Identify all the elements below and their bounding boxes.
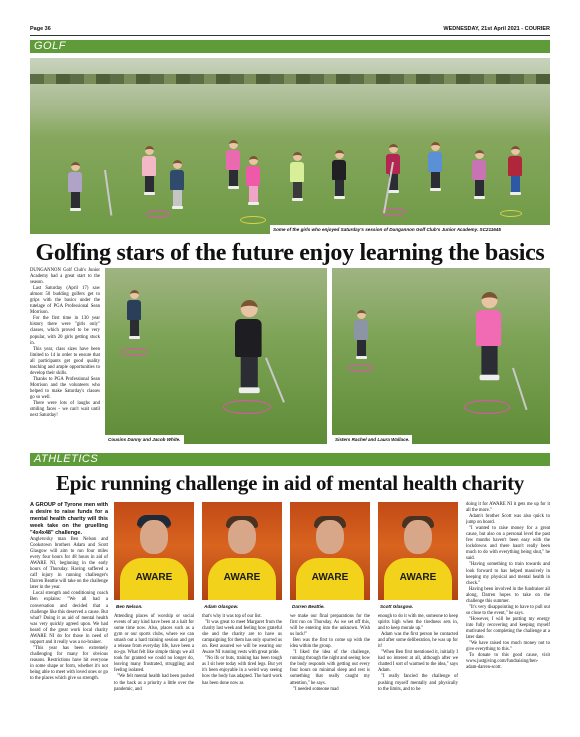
paragraph: "When Ben first mentioned it, initially I had no interest at all, although after we chatted I sort of warmed to the idea," says Adam. [378,650,458,674]
section-band-golf: GOLF [30,40,550,53]
athletics-column-2 [114,614,194,693]
golf-group-photo [30,58,550,234]
paragraph: doing it for AWARE NI it gets me up for it all the more." [466,502,550,514]
paragraph: "I needed someone mad [293,686,339,692]
child-figure [226,140,240,189]
golf-club [265,358,284,403]
child-figure [170,160,184,209]
paragraph: "No ifs or buts, training has been tough as I sit here today with tired legs. But yet it's been enjoyable in a weird way seeing how the body has adapted. The hard work has been done now as [202,656,282,686]
paragraph: "However, I will be putting my energy into fully recovering and keeping myself motivated for completing the challenge at a later date. [466,616,550,641]
child-figure [290,152,304,201]
page-number: Page 36 [30,26,51,32]
photo-caption: Sisters Rachel and Laura Wallace. [332,435,412,444]
golf-photo-cousins [105,268,327,444]
golf-headline: Golfing stars of the future enjoy learning the basics [35,240,545,266]
paragraph: Attending places of worship or social events of any kind have been at a halt for some time now. Also, places such as a gym or our sports clubs, where we can smash out a hard training session and get a release from everyday life, have been a no-go. What felt like simple things we all took for granted we could no longer do, leaving many frustrated, struggling and feeling isolated. [114,614,194,674]
target-ring [464,400,510,414]
paragraph: Having been involved in the fundraiser all along, Darren hopes to take on the challenge this summer. [466,586,550,604]
paragraph: "We felt mental health had been pushed to the back as a priority a little over the pandemic, and [114,674,194,692]
child-figure [246,156,260,205]
target-ring [382,208,406,216]
athletics-column-6 [466,502,550,671]
paragraph: Last Saturday (April 17) saw almost 50 budding golfers get to grips with the basics under the tutelage of PGA Professional Sean Morrison. [30,286,100,316]
golf-photo-sisters [332,268,550,444]
child-figure [142,146,156,195]
portrait-caption: Scott Glasgow. [380,604,414,609]
athletics-column-4 [290,614,370,693]
paragraph: "We have raised too much money not to give everything to this." [466,641,550,653]
target-ring [223,400,271,414]
paragraph: To donate to this good cause, visit www.justgiving.com/fundraising/ben-adam-darren-scott. [466,653,550,671]
paragraph: "Having something to train towards and look forward to has helped massively in keeping my physical and mental health in check." [466,562,550,586]
target-ring [500,210,522,217]
photo-caption: Some of the girls who enjoyed Saturday's session of Dungannon Golf Club's Junior Academy. SC211645 [270,225,550,234]
child-figure [127,290,141,339]
photo-caption: Cousins Danny and Jacob White. [105,435,184,444]
paragraph: For the first time in 130 year history there were "girls only" classes, which proved to be very popular, with 20 girls getting stuck in. [30,316,100,346]
header-rule [30,35,550,36]
paragraph: This year, class sizes have been limited to 14 in order to ensure that all participants get good quality teaching and ample opportunities to develop their skills. [30,346,100,376]
child-figure [508,146,522,195]
portrait-caption: Darren Beattie. [292,604,325,609]
paragraph: Thanks to PGA Professional Sean Morrison and the volunteers who helped to make Saturday's classes go so well. [30,376,100,400]
portrait-caption: Ben Nelson. [116,604,143,609]
paragraph: Anglers/sky man Ben Nelson and Cookstown brothers Adam and Scott Glasgow will aim to run four miles every four hours for 48 hours in aid of AWARE NI, beginning in the early hours of Thursday. Having suffered a calf injury in running challenger's Darren Beattie will take on the challenge later in the year. [30,537,108,591]
target-ring [348,364,374,372]
golf-article-body [30,268,100,419]
aware-logo: AWARE [311,572,349,583]
paragraph: "It was great to meet Margaret from the charity last week and feeling how grateful she and the charity are to have us campaigning for them has only spurred us on. Rest assured we will be wearing our Aware NI running vests with great pride. [202,620,282,656]
aware-logo: AWARE [135,572,173,583]
paragraph: we make our final preparations for the first run on Thursday. As we set off this, will be entering into the unknown. Wish us luck!" [290,614,370,638]
paragraph: "It's very disappointing to have to pull out so close to the event," he says. [466,604,550,616]
portrait-darren [290,502,370,600]
athletics-column-3 [202,614,282,687]
section-band-athletics: ATHLETICS [30,453,550,466]
target-ring [121,348,147,356]
portrait-ben [114,502,194,600]
paragraph: "I liked the idea of the challenge, running through the night and seeing how the body responds with getting out every four hours on minimal sleep and rest is something that really caught my attention," he says. [290,650,370,686]
paragraph: "I really fancied the challenge of pushing myself mentally and physically to the limits, and to be [378,674,458,692]
paragraph: that's why it was top of our list. [202,614,262,619]
paragraph: "This year has been extremely challenging for many for obvious reasons. Restrictions have hit everyone in some shape or form, whether it's not being able to meet with loved ones or go to the places which give us strength. [30,645,108,682]
child-figure [476,292,501,380]
child-figure [332,150,346,199]
portrait-caption: Adam Glasgow. [204,604,239,609]
paragraph: "I wanted to raise money for a great cause, but also on a personal level the past few months haven't been easy with the lockdowns and there hasn't really been much to do with everything being shut," he said. [466,526,550,562]
athletics-column-1 [30,502,108,682]
target-ring [240,216,266,224]
dateline: WEDNESDAY, 21st April 2021 - COURIER [443,26,550,32]
paragraph: enough to do it with me, someone to keep spirits high when the tiredness sets in, and to keep morale up." [378,614,458,632]
paragraph: DUNGANNON Golf Club's Junior Academy had a great start to the season. [30,268,100,286]
target-ring [146,210,170,218]
paragraph: Ben was the first to come up with the idea within the group. [290,638,370,650]
aware-logo: AWARE [399,572,437,583]
lead-paragraph: A GROUP of Tyrone men with a desire to raise funds for a mental health charity will this week take on the gruelling "4x4x48" challenge. [30,502,108,536]
child-figure [428,142,442,191]
golf-club [104,170,112,216]
aware-logo: AWARE [223,572,261,583]
athletics-headline: Epic running challenge in aid of mental health charity [55,471,524,495]
child-figure [472,150,486,199]
golf-club [512,368,527,410]
child-figure [235,300,262,393]
child-figure [68,162,82,211]
paragraph: Adam's brother Scott was also quick to jump on board. [466,514,550,526]
athletics-column-5 [378,614,458,693]
paragraph: Local strength and conditioning coach Ben explains: "We all had a conversation and decided that a challenge like this deserved a cause. But what? Doing it as aid of mental health was very quickly agreed upon. We had heard of the great work local charity AWARE NI do for those in need of support and it really was a no-brainer. [30,591,108,645]
child-figure [354,310,368,359]
portrait-scott [378,502,458,600]
tree-line [30,74,550,84]
portrait-adam [202,502,282,600]
paragraph: Adam was the first person he contacted and after some deliberation, he was up for it! [378,632,458,650]
paragraph: There were lots of laughs and smiling faces - we can't wait until next Saturday! [30,401,100,419]
